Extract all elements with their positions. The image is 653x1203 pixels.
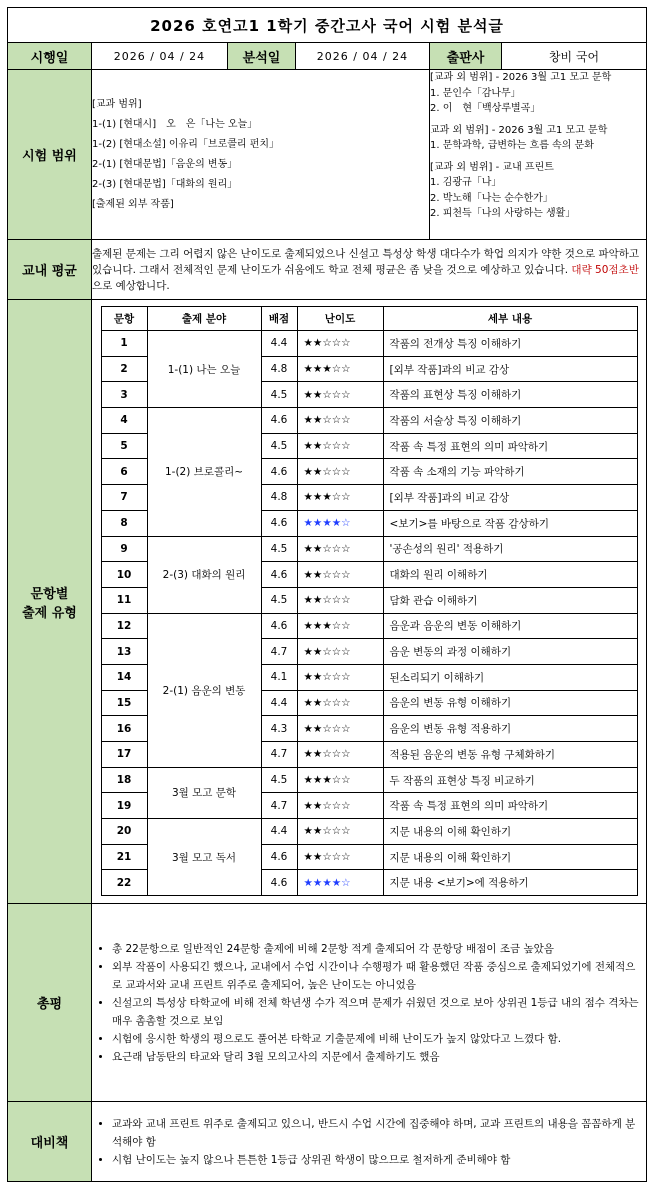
question-score: 4.4	[261, 690, 297, 716]
question-field: 2-(1) 음운의 변동	[147, 613, 261, 767]
question-field: 3월 모고 독서	[147, 819, 261, 896]
question-detail: 작품 속 특정 표현의 의미 파악하기	[383, 793, 637, 819]
question-number: 3	[101, 382, 147, 408]
question-detail: 된소리되기 이해하기	[383, 664, 637, 690]
difficulty-stars: ★★☆☆☆	[297, 562, 383, 588]
scope-left	[92, 70, 430, 240]
question-number: 12	[101, 613, 147, 639]
scope-right-line: [교과 외 범위] - 교내 프린트	[430, 161, 554, 173]
question-number: 16	[101, 716, 147, 742]
difficulty-stars: ★★☆☆☆	[297, 664, 383, 690]
difficulty-stars: ★★★☆☆	[297, 613, 383, 639]
difficulty-stars: ★★☆☆☆	[297, 742, 383, 768]
question-score: 4.6	[261, 613, 297, 639]
question-detail: 음운 변동의 과정 이해하기	[383, 639, 637, 665]
question-number: 13	[101, 639, 147, 665]
question-score: 4.6	[261, 459, 297, 485]
question-detail: 작품의 표현상 특징 이해하기	[383, 382, 637, 408]
question-score: 4.5	[261, 767, 297, 793]
question-score: 4.6	[261, 870, 297, 896]
scope-right-line: 2. 박노해「나는 순수한가」	[430, 192, 553, 204]
question-score: 4.4	[261, 331, 297, 357]
strategy-list	[92, 1111, 646, 1173]
question-table	[101, 306, 638, 896]
question-score: 4.4	[261, 819, 297, 845]
difficulty-stars: ★★★☆☆	[297, 485, 383, 511]
column-header: 난이도	[297, 307, 383, 331]
table-row	[101, 331, 637, 357]
question-score: 4.5	[261, 433, 297, 459]
question-detail: <보기>를 바탕으로 작품 감상하기	[383, 510, 637, 536]
difficulty-stars: ★★☆☆☆	[297, 459, 383, 485]
question-number: 18	[101, 767, 147, 793]
scope-left-line: [교과 범위]	[92, 98, 142, 110]
question-detail: 적용된 음운의 변동 유형 구체화하기	[383, 742, 637, 768]
strategy-label: 대비책	[8, 1102, 92, 1182]
difficulty-stars: ★★☆☆☆	[297, 536, 383, 562]
average-text-before: 출제된 문제는 그리 어렵지 않은 난이도로 출제되었으나 신설고 특성상 학생 대다수가 학업 의지가 약한 것으로 파악하고 있습니다. 그래서 전체적인 문제 난이도가 쉬움에도 학교 전체 평균은 좀 낮을 것으로 예상하고 있습니다.	[92, 247, 640, 276]
review-item: • 외부 작품이 사용되긴 했으나, 교내에서 수업 시간이나 수행평가 때 활용했던 작품 중심으로 출제되었기에 전체적으로 교과서와 교내 프린트 위주로 출제되어, 높은 난이도는 아니었음	[112, 958, 640, 994]
types-label	[8, 300, 92, 904]
question-score: 4.7	[261, 793, 297, 819]
difficulty-stars: ★★☆☆☆	[297, 587, 383, 613]
question-number: 2	[101, 356, 147, 382]
review-item: • 요근래 남동탄의 타교와 달리 3월 모의고사의 지문에서 출제하기도 했음	[112, 1048, 640, 1066]
difficulty-stars: ★★☆☆☆	[297, 819, 383, 845]
difficulty-stars: ★★☆☆☆	[297, 793, 383, 819]
difficulty-stars: ★★☆☆☆	[297, 639, 383, 665]
difficulty-stars: ★★★☆☆	[297, 356, 383, 382]
document-title: 2026 호연고1 1학기 중간고사 국어 시험 분석글	[8, 8, 647, 43]
scope-left-line: 2-(1) [현대문법]「음운의 변동」	[92, 158, 238, 170]
question-number: 1	[101, 331, 147, 357]
review-item: • 신설고의 특성상 타학교에 비해 전체 학년생 수가 적으며 문제가 쉬웠던 것으로 보아 상위권 1등급 내의 점수 격차는 매우 촘촘할 것으로 보임	[112, 994, 640, 1030]
scope-right-line: 1. 문인수「감나무」	[430, 87, 521, 99]
scope-right-line: 1. 문학과학, 급변하는 흐름 속의 문화	[430, 140, 594, 151]
question-score: 4.7	[261, 639, 297, 665]
scope-right	[430, 70, 647, 240]
question-score: 4.6	[261, 562, 297, 588]
scope-left-line: 1-(1) [현대시] 오 은「나는 오늘」	[92, 118, 258, 130]
question-number: 21	[101, 844, 147, 870]
column-header: 배점	[261, 307, 297, 331]
difficulty-stars: ★★☆☆☆	[297, 382, 383, 408]
question-detail: '공손성의 원리' 적용하기	[383, 536, 637, 562]
difficulty-stars: ★★★★☆	[297, 870, 383, 896]
question-number: 6	[101, 459, 147, 485]
difficulty-stars: ★★☆☆☆	[297, 690, 383, 716]
question-score: 4.5	[261, 536, 297, 562]
scope-right-line: 2. 이 현「백상루별곡」	[430, 103, 541, 114]
question-field: 1-(1) 나는 오늘	[147, 331, 261, 408]
exam-date: 2026 / 04 / 24	[92, 43, 228, 70]
question-score: 4.6	[261, 510, 297, 536]
table-row	[101, 408, 637, 434]
strategy-item: • 교과와 교내 프린트 위주로 출제되고 있으니, 반드시 수업 시간에 집중해야 하며, 교과 프린트의 내용을 꼼꼼하게 분석해야 함	[112, 1115, 640, 1151]
review-label: 총평	[8, 904, 92, 1102]
scope-left-line: [출제된 외부 작품]	[92, 198, 174, 210]
question-field: 2-(3) 대화의 원리	[147, 536, 261, 613]
question-number: 11	[101, 587, 147, 613]
question-detail: 작품 속 소재의 기능 파악하기	[383, 459, 637, 485]
publisher: 창비 국어	[502, 43, 647, 70]
exam-date-label: 시행일	[8, 43, 92, 70]
question-number: 14	[101, 664, 147, 690]
average-highlight: 대략 50점초반	[571, 263, 639, 276]
analysis-table	[7, 7, 647, 1182]
question-detail: [외부 작품]과의 비교 감상	[383, 485, 637, 511]
difficulty-stars: ★★☆☆☆	[297, 408, 383, 434]
question-detail: 담화 관습 이해하기	[383, 587, 637, 613]
difficulty-stars: ★★☆☆☆	[297, 433, 383, 459]
question-detail: [외부 작품]과의 비교 감상	[383, 356, 637, 382]
types-cell	[92, 300, 647, 904]
analysis-date-label: 분석일	[228, 43, 296, 70]
review-item: • 시험에 응시한 학생의 평으로도 풀어본 타학교 기출문제에 비해 난이도가 높지 않았다고 느꼈다 함.	[112, 1030, 640, 1048]
question-number: 7	[101, 485, 147, 511]
scope-right-line: 교과 외 범위] - 2026 3월 고1 모고 문학	[430, 124, 608, 136]
review-cell	[92, 904, 647, 1102]
question-score: 4.6	[261, 844, 297, 870]
scope-right-line: 1. 김광규「나」	[430, 177, 502, 188]
table-row	[101, 536, 637, 562]
table-row	[101, 819, 637, 845]
average-text	[92, 240, 647, 300]
question-number: 9	[101, 536, 147, 562]
question-score: 4.8	[261, 485, 297, 511]
strategy-item: • 시험 난이도는 높지 않으나 튼튼한 1등급 상위권 학생이 많으므로 철저하게 준비해야 함	[112, 1151, 640, 1169]
scope-right-line: [교과 외 범위] - 2026 3월 고1 모고 문학	[430, 72, 612, 83]
question-number: 17	[101, 742, 147, 768]
average-text-after: 으로 예상합니다.	[92, 279, 170, 292]
analysis-document	[7, 7, 646, 1196]
difficulty-stars: ★★★☆☆	[297, 767, 383, 793]
review-item: • 총 22문항으로 일반적인 24문항 출제에 비해 2문항 적게 출제되어 각 문항당 배점이 조금 높았음	[112, 940, 640, 958]
question-detail: 작품 속 특정 표현의 의미 파악하기	[383, 433, 637, 459]
scope-right-line: 2. 피천득「나의 사랑하는 생활」	[430, 208, 576, 219]
difficulty-stars: ★★☆☆☆	[297, 844, 383, 870]
question-number: 8	[101, 510, 147, 536]
question-number: 20	[101, 819, 147, 845]
question-detail: 지문 내용의 이해 확인하기	[383, 819, 637, 845]
question-detail: 음운의 변동 유형 이해하기	[383, 690, 637, 716]
question-score: 4.7	[261, 742, 297, 768]
question-detail: 지문 내용의 이해 확인하기	[383, 844, 637, 870]
question-number: 5	[101, 433, 147, 459]
question-detail: 작품의 전개상 특징 이해하기	[383, 331, 637, 357]
question-number: 19	[101, 793, 147, 819]
types-label-line2: 출제 유형	[22, 605, 77, 621]
question-score: 4.6	[261, 408, 297, 434]
scope-left-line: 1-(2) [현대소설] 이유리「브로콜리 펀치」	[92, 138, 280, 150]
question-number: 10	[101, 562, 147, 588]
types-label-line1: 문항별	[30, 586, 69, 602]
average-label: 교내 평균	[8, 240, 92, 300]
difficulty-stars: ★★☆☆☆	[297, 331, 383, 357]
question-detail: 음운과 음운의 변동 이해하기	[383, 613, 637, 639]
question-field: 1-(2) 브로콜리~	[147, 408, 261, 536]
difficulty-stars: ★★☆☆☆	[297, 716, 383, 742]
question-score: 4.1	[261, 664, 297, 690]
scope-label: 시험 범위	[8, 70, 92, 240]
question-number: 22	[101, 870, 147, 896]
analysis-date: 2026 / 04 / 24	[296, 43, 430, 70]
question-number: 4	[101, 408, 147, 434]
column-header: 출제 분야	[147, 307, 261, 331]
question-score: 4.5	[261, 587, 297, 613]
strategy-cell	[92, 1102, 647, 1182]
review-list	[92, 936, 646, 1070]
table-row	[101, 767, 637, 793]
question-detail: 두 작품의 표현상 특징 비교하기	[383, 767, 637, 793]
question-detail: 대화의 원리 이해하기	[383, 562, 637, 588]
publisher-label: 출판사	[430, 43, 502, 70]
column-header: 문항	[101, 307, 147, 331]
question-score: 4.3	[261, 716, 297, 742]
table-row	[101, 613, 637, 639]
question-number: 15	[101, 690, 147, 716]
column-header: 세부 내용	[383, 307, 637, 331]
question-detail: 음운의 변동 유형 적용하기	[383, 716, 637, 742]
scope-left-line: 2-(3) [현대문법]「대화의 원리」	[92, 178, 238, 190]
question-detail: 작품의 서술상 특징 이해하기	[383, 408, 637, 434]
question-score: 4.5	[261, 382, 297, 408]
question-field: 3월 모고 문학	[147, 767, 261, 818]
difficulty-stars: ★★★★☆	[297, 510, 383, 536]
question-detail: 지문 내용 <보기>에 적용하기	[383, 870, 637, 896]
question-score: 4.8	[261, 356, 297, 382]
